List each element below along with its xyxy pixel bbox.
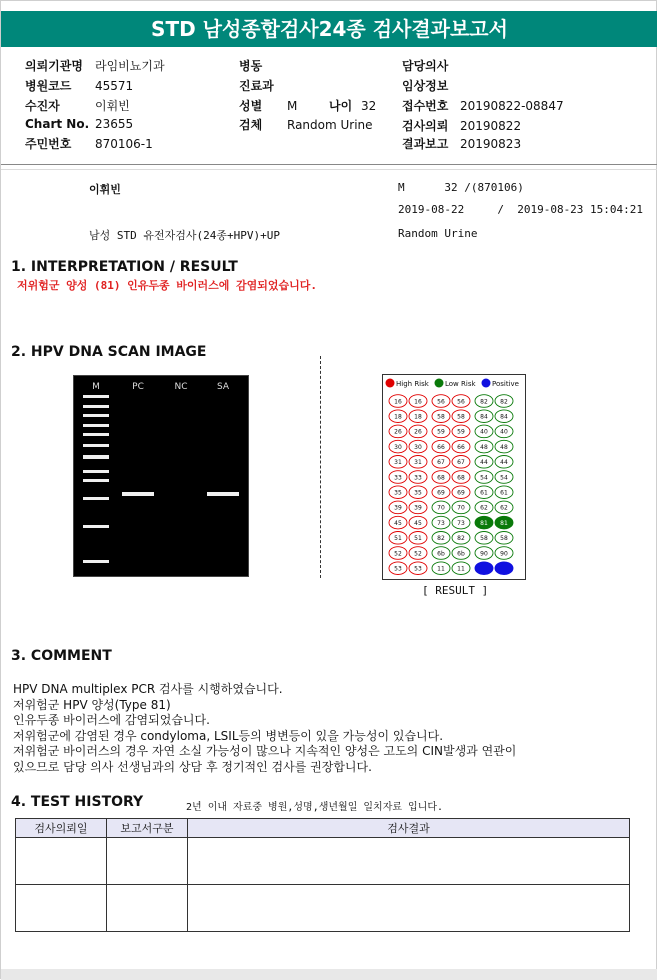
interpretation-result: 저위험군 양성 (81) 인유두종 바이러스에 감염되었습니다.: [17, 279, 317, 292]
plate-well-label: 16: [394, 398, 402, 406]
plate-well-label: 73: [437, 519, 445, 527]
plate-well-label: 58: [500, 535, 508, 543]
plate-well-label: 62: [480, 504, 488, 512]
header-chart-no: Chart No. 23655: [25, 117, 134, 131]
table-cell: [16, 838, 107, 885]
summary-sex-age: M 32 /(870106): [398, 181, 524, 194]
gel-svg: [74, 376, 248, 576]
plate-well-label: 58: [480, 535, 488, 543]
plate-well-label: 18: [414, 413, 422, 421]
header-report-date: 결과보고 20190823: [402, 137, 522, 151]
plate-well-label: 48: [480, 443, 488, 451]
section-test-history-heading: 4. TEST HISTORY: [11, 794, 144, 810]
plate-well-label: 51: [414, 535, 422, 543]
plate-well-label: 54: [480, 474, 488, 482]
table-cell: [107, 885, 188, 932]
table-cell: [188, 838, 630, 885]
header-sex: 성별 M: [239, 99, 298, 113]
sa-band: [207, 492, 239, 496]
summary-dates: 2019-08-22 / 2019-08-23 15:04:21: [398, 203, 644, 216]
section-comment-heading: 3. COMMENT: [11, 648, 112, 664]
plate-well-label: 6b: [437, 550, 445, 558]
table-cell: [107, 838, 188, 885]
table-row: [16, 838, 630, 885]
gel-electrophoresis-image: [73, 375, 249, 577]
marker-band: [83, 525, 109, 528]
plate-well-label: 52: [394, 550, 402, 558]
comment-line: 있으므로 담당 의사 선생님과의 상담 후 정기적인 검사를 권장합니다.: [13, 759, 372, 774]
plate-well-label: 70: [457, 504, 465, 512]
plate-well: [495, 562, 513, 575]
header-department: 진료과: [239, 79, 274, 93]
gel-lane-label-pc: PC: [132, 382, 144, 392]
plate-well-label: 11: [437, 565, 445, 573]
test-history-note: 2년 이내 자료중 병원,성명,생년월일 일치자료 입니다.: [186, 802, 444, 813]
plate-well-label: 68: [457, 474, 465, 482]
section-hpv-scan-heading: 2. HPV DNA SCAN IMAGE: [11, 344, 207, 360]
plate-well-label: 73: [457, 519, 465, 527]
comment-body: [13, 682, 516, 775]
plate-well-label: 82: [480, 398, 488, 406]
plate-well-label: 56: [457, 398, 465, 406]
plate-well-label: 35: [414, 489, 422, 497]
plate-well-label: 59: [457, 428, 465, 436]
plate-well-label: 68: [437, 474, 445, 482]
plate-well-label: 90: [500, 550, 508, 558]
table-cell: [188, 885, 630, 932]
plate-well-label: 66: [457, 443, 465, 451]
legend-positive-label: Positive: [492, 380, 519, 388]
header-doctor: 담당의사: [402, 59, 449, 73]
header-patient: 수진자 이휘빈: [25, 99, 130, 113]
plate-well: [475, 562, 493, 575]
summary-specimen: Random Urine: [398, 227, 478, 240]
column-header-report-type: 보고서구분: [107, 819, 188, 838]
plate-well-label: 61: [480, 489, 488, 497]
plate-well-label: 90: [480, 550, 488, 558]
plate-well-label: 16: [414, 398, 422, 406]
comment-line: 저위험군 바이러스의 경우 자연 소실 가능성이 많으나 지속적인 양성은 고도의 CIN발생과 연관이: [13, 744, 517, 758]
plate-well-label: 31: [394, 459, 402, 467]
plate-well-label: 11: [457, 565, 465, 573]
header-divider-light: [1, 169, 657, 170]
plate-well-label: 44: [480, 459, 488, 467]
legend-high-risk-label: High Risk: [396, 380, 429, 388]
legend-positive-dot: [482, 379, 491, 388]
plate-well-label: 33: [394, 474, 402, 482]
header-institution: 의뢰기관명 라임비뇨기과: [25, 59, 165, 73]
plate-well-label: 26: [394, 428, 402, 436]
plate-well-label: 40: [500, 428, 508, 436]
plate-well-label: 66: [437, 443, 445, 451]
summary-test-name: 남성 STD 유전자검사(24종+HPV)+UP: [89, 229, 280, 242]
plate-well-label: 82: [437, 535, 445, 543]
header-hospital-code: 병원코드 45571: [25, 79, 134, 93]
gel-lane-label-m: M: [92, 382, 100, 392]
plate-well-label: 62: [500, 504, 508, 512]
plate-well-label: 69: [437, 489, 445, 497]
plate-well-label: 31: [414, 459, 422, 467]
marker-band: [83, 433, 109, 436]
plate-well-label: 33: [414, 474, 422, 482]
plate-well-label: 53: [394, 565, 402, 573]
plate-well-label: 56: [437, 398, 445, 406]
column-header-result: 검사결과: [188, 819, 630, 838]
gel-lane-label-nc: NC: [174, 382, 188, 392]
marker-band: [83, 455, 109, 459]
header-ward: 병동: [239, 59, 263, 73]
plate-well-label: 81: [480, 519, 488, 527]
marker-band: [83, 444, 109, 447]
header-clinical-info: 임상정보: [402, 79, 449, 93]
plate-well-label: 58: [457, 413, 465, 421]
plate-well-label: 53: [414, 565, 422, 573]
plate-well-label: 70: [437, 504, 445, 512]
plate-well-label: 84: [480, 413, 488, 421]
table-row: [16, 885, 630, 932]
plate-well-label: 52: [414, 550, 422, 558]
plate-well-label: 45: [394, 519, 402, 527]
plate-well-label: 84: [500, 413, 508, 421]
plate-well-label: 61: [500, 489, 508, 497]
plate-well-label: 67: [457, 459, 465, 467]
legend-low-risk-dot: [435, 379, 444, 388]
plate-well-label: 67: [437, 459, 445, 467]
header-divider: [1, 164, 657, 165]
table-cell: [16, 885, 107, 932]
header-request-date: 검사의뢰 20190822: [402, 119, 522, 133]
plate-well-label: 82: [500, 398, 508, 406]
plate-well-label: 30: [394, 443, 402, 451]
scan-divider: [320, 356, 321, 578]
section-interpretation-heading: 1. INTERPRETATION / RESULT: [11, 259, 238, 275]
report-title: STD 남성종합검사24종 검사결과보고서: [1, 11, 657, 47]
marker-band: [83, 560, 109, 563]
plate-well-label: 30: [414, 443, 422, 451]
marker-band: [83, 497, 109, 500]
plate-well-label: 6b: [457, 550, 465, 558]
table-header-row: [16, 819, 630, 838]
hpv-plate: [382, 374, 526, 580]
marker-band: [83, 395, 109, 398]
marker-band: [83, 414, 109, 417]
plate-well-label: 51: [394, 535, 402, 543]
plate-well-label: 39: [414, 504, 422, 512]
header-age: 나이 32: [329, 99, 377, 113]
plate-well-label: 45: [414, 519, 422, 527]
plate-well-label: 69: [457, 489, 465, 497]
marker-band: [83, 405, 109, 408]
pc-band: [122, 492, 154, 496]
header-receipt-no: 접수번호 20190822-08847: [402, 99, 564, 113]
plate-well-label: 48: [500, 443, 508, 451]
comment-line: HPV DNA multiplex PCR 검사를 시행하였습니다.: [13, 682, 283, 696]
plate-well-label: 39: [394, 504, 402, 512]
plate-svg: [383, 375, 525, 579]
comment-line: 저위험군 HPV 양성(Type 81): [13, 697, 171, 712]
footer-bar: [1, 969, 657, 980]
comment-line: 저위험군에 감염된 경우 condyloma, LSIL등의 병변등이 있을 가능성이 있습니다.: [13, 728, 444, 743]
gel-lane-label-sa: SA: [216, 382, 230, 392]
plate-well-label: 35: [394, 489, 402, 497]
plate-well-label: 26: [414, 428, 422, 436]
plate-well-label: 58: [437, 413, 445, 421]
plate-well-label: 18: [394, 413, 402, 421]
plate-well-label: 40: [480, 428, 488, 436]
marker-band: [83, 479, 109, 482]
plate-well-label: 59: [437, 428, 445, 436]
comment-line: 인유두종 바이러스에 감염되었습니다.: [13, 713, 210, 727]
marker-band: [83, 424, 109, 427]
test-history-table: [15, 818, 630, 932]
column-header-request-date: 검사의뢰일: [16, 819, 107, 838]
header-resident-no: 주민번호 870106-1: [25, 137, 153, 151]
header-specimen: 검체 Random Urine: [239, 118, 373, 132]
summary-patient-name: 이휘빈: [89, 183, 121, 196]
legend-low-risk-label: Low Risk: [445, 380, 476, 388]
legend-high-risk-dot: [386, 379, 395, 388]
marker-band: [83, 470, 109, 473]
scan-result-caption: [ RESULT ]: [422, 584, 489, 597]
plate-well-label: 81: [500, 519, 508, 527]
plate-well-label: 82: [457, 535, 465, 543]
plate-well-label: 54: [500, 474, 508, 482]
plate-well-label: 44: [500, 459, 508, 467]
